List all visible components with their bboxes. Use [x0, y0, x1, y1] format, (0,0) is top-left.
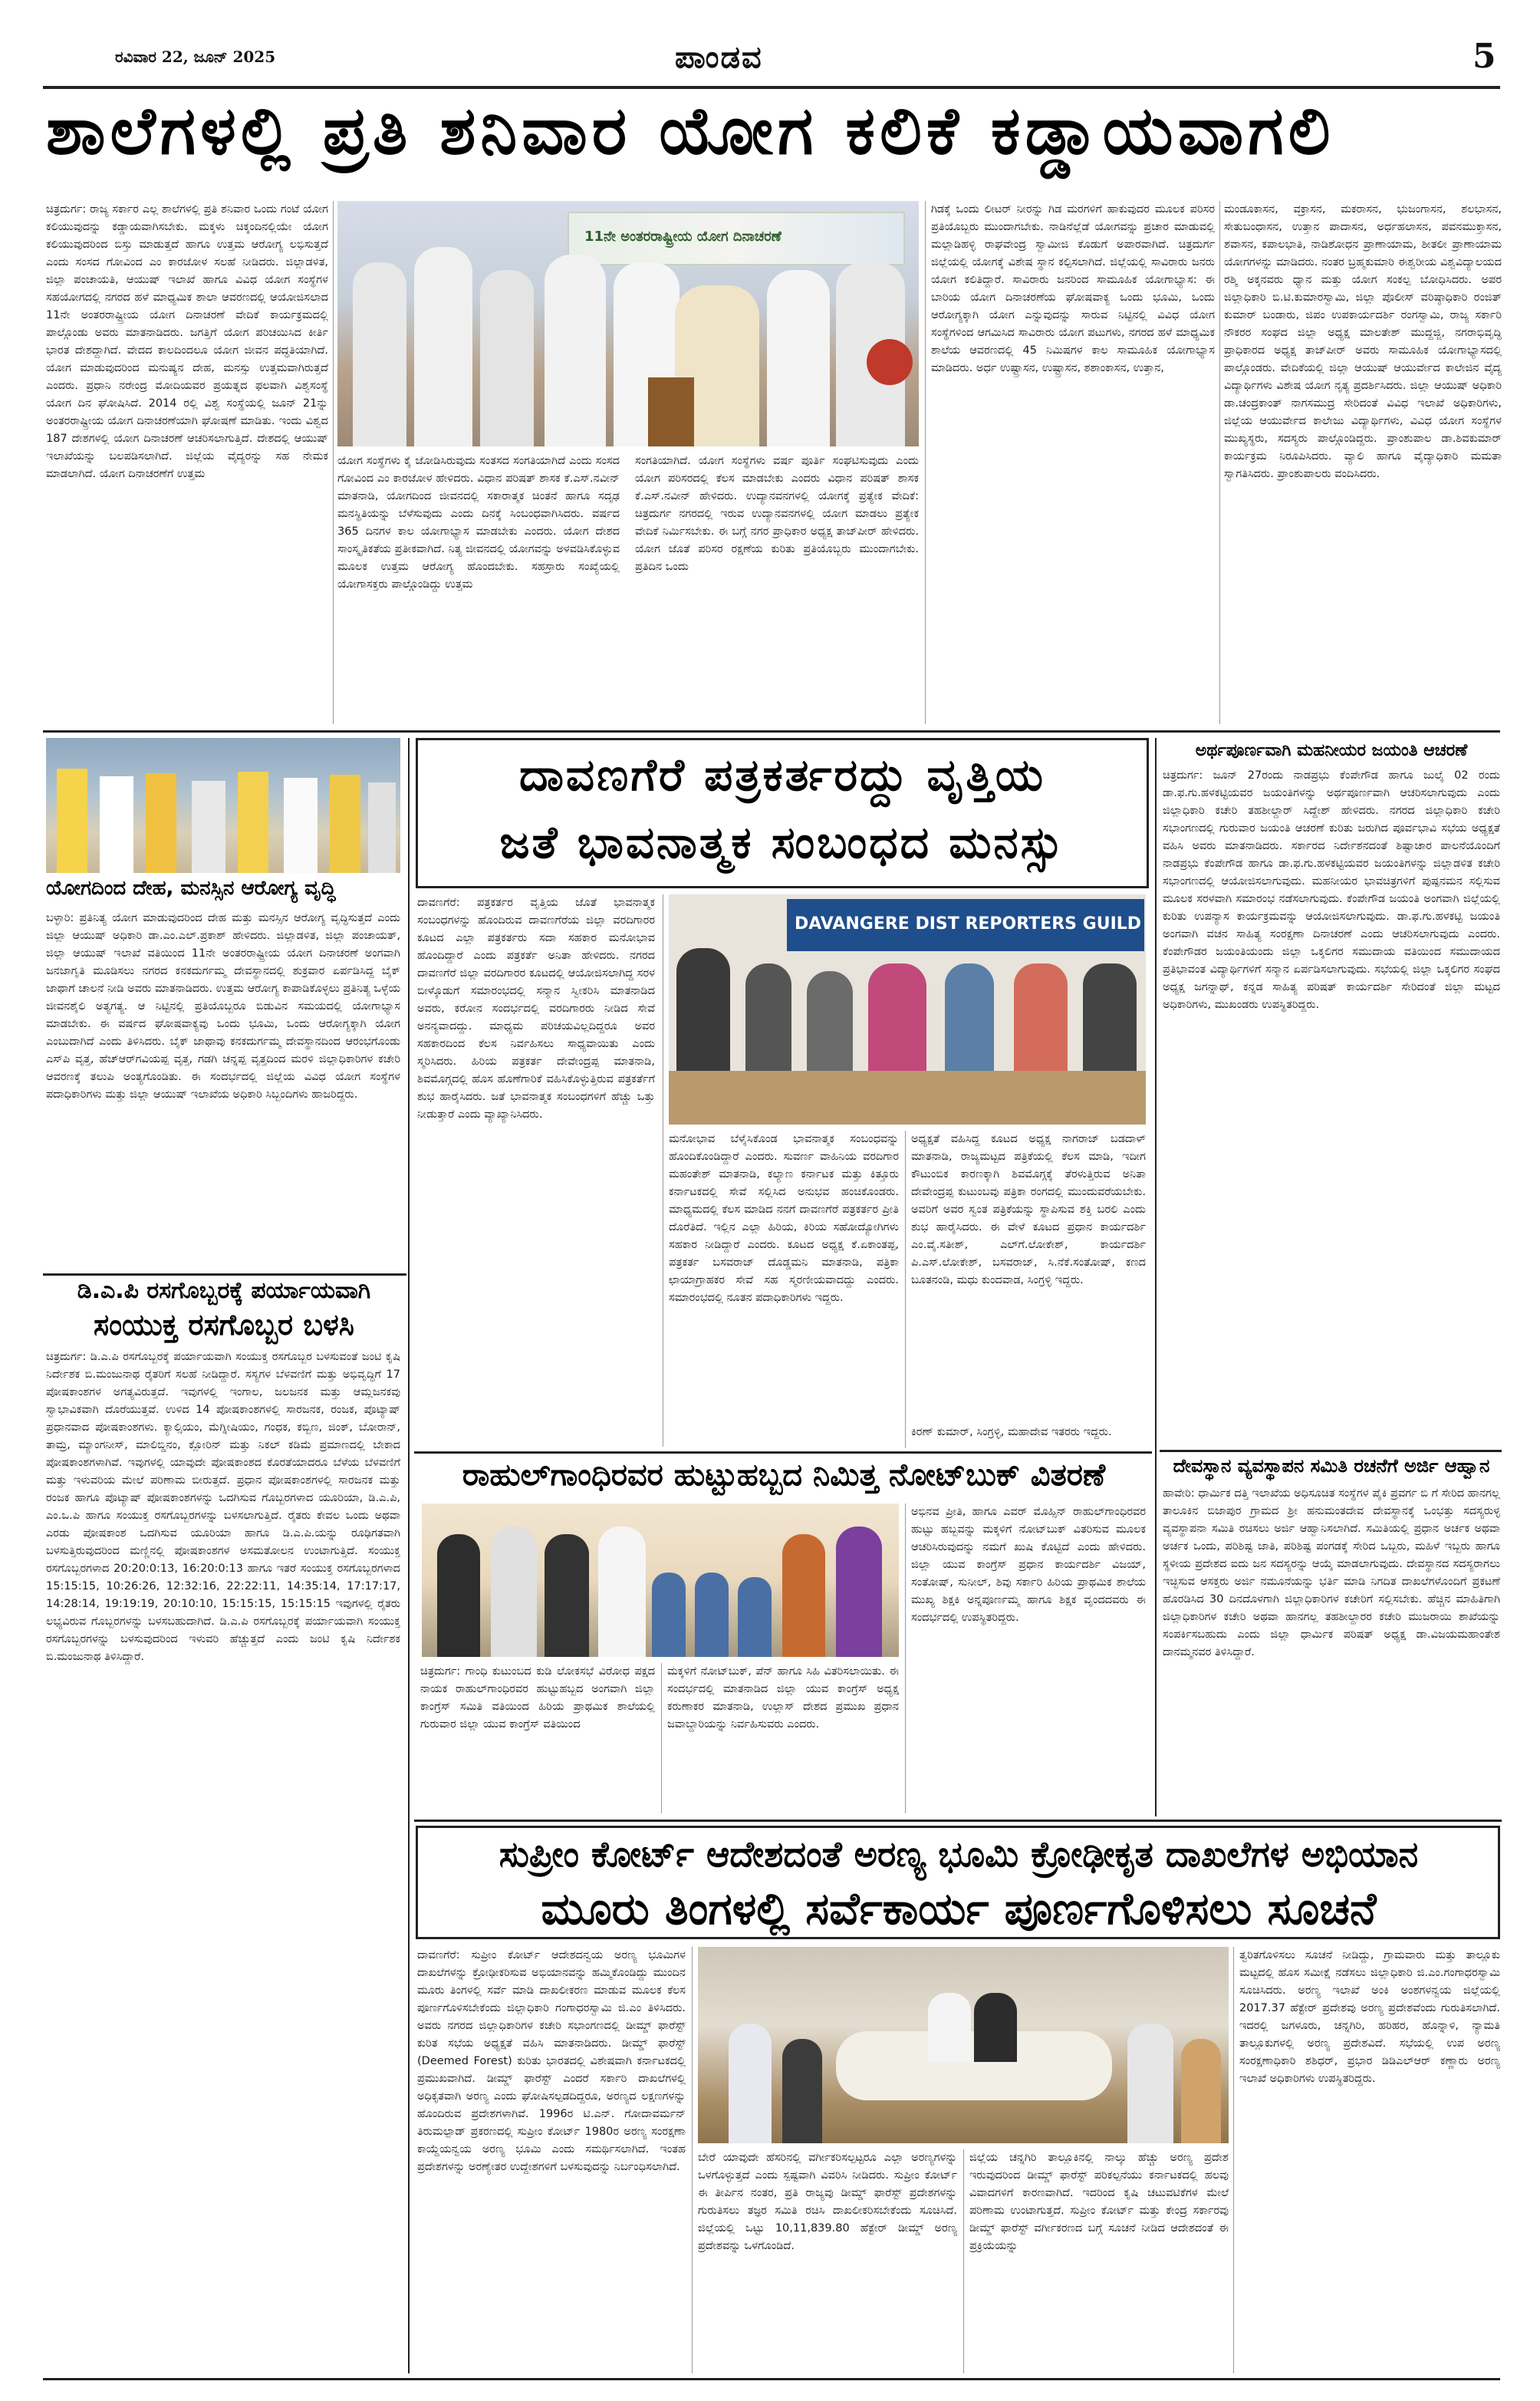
story2-headline: ಯೋಗದಿಂದ ದೇಹ, ಮನಸ್ಸಿನ ಆರೋಗ್ಯ ವೃದ್ಧಿ	[46, 877, 336, 900]
story8-headline-line2: ಮೂರು ತಿಂಗಳಲ್ಲಿ ಸರ್ವೆಕಾರ್ಯ ಪೂರ್ಣಗೊಳಿಸಲು ಸೂಚನೆ	[541, 1882, 1377, 1935]
story1-col5: ಮಂಡೂಕಾಸನ, ವಕ್ರಾಸನ, ಮಕರಾಸನ, ಭುಜಂಗಾಸನ, ಶಲಭಾಸನ, ಸೇತುಬಂಧಾಸನ, ಉತ್ತಾನ ಪಾದಾಸನ, ಅರ್ಧಹಲಾಸನ, ಪವನಮುಕ್ತಾಸನ, ಶವಾಸನ, ಕಪಾಲಭಾತಿ, ನಾಡಿಶೋಧನ ಪ್ರಾಣಾಯಾಮ, ಶೀತಲೀ ಪ್ರಾಣಾಯಾಮ ಯೋಗಗಳನ್ನು ಮಾಡಿದರು. ನಂತರ ಬ್ರಹ್ಮಕುಮಾರಿ ಈಶ್ವರೀಯ ವಿಶ್ವವಿದ್ಯಾಲಯದ ರಶ್ಮಿ ಅಕ್ಕನವರು ಧ್ಯಾನ ಮತ್ತು ಯೋಗ ಸಂಕಲ್ಪ ಬೋಧಿಸಿದರು. ಅಪರ ಜಿಲ್ಲಾಧಿಕಾರಿ ಬಿ.ಟಿ.ಕುಮಾರಸ್ವಾಮಿ, ಜಿಲ್ಲಾ ಪೊಲೀಸ್ ವರಿಷ್ಠಾಧಿಕಾರಿ ರಂಜಿತ್ ಕುಮಾರ್ ಬಂಡಾರು, ಜಿಪಂ ಉಪಕಾರ್ಯದರ್ಶಿ ರಂಗಸ್ವಾಮಿ, ರಾಜ್ಯ ಸರ್ಕಾರಿ ನೌಕರರ ಸಂಘದ ಜಿಲ್ಲಾ ಅಧ್ಯಕ್ಷ ಮಾಲತೇಶ್ ಮುದ್ದಜ್ಜಿ, ನಗರಾಭಿವೃದ್ಧಿ ಪ್ರಾಧಿಕಾರದ ಅಧ್ಯಕ್ಷ ತಾಜ್‌ಪೀರ್ ಅವರು ಸಾಮೂಹಿಕ ಯೋಗಾಭ್ಯಾಸದಲ್ಲಿ ಪಾಲ್ಗೊಂಡರು. ವೇದಿಕೆಯಲ್ಲಿ ಜಿಲ್ಲಾ ಆಯುಷ್ ಆಯುರ್ವೇದ ಕಾಲೇಜಿನ ವೈದ್ಯ ವಿದ್ಯಾರ್ಥಿಗಳು ವಿಶೇಷ ಯೋಗ ನೃತ್ಯ ಪ್ರದರ್ಶಿಸಿದರು. ಜಿಲ್ಲಾ ಆಯುಷ್ ಅಧಿಕಾರಿ ಡಾ.ಚಂದ್ರಕಾಂತ್ ನಾಗಸಮುದ್ರ ಸೇರಿದಂತೆ ವಿವಿಧ ಇಲಾಖೆ ಅಧಿಕಾರಿಗಳು, ಜಿಲ್ಲೆಯ ಆಯುರ್ವೇದ ಕಾಲೇಜು ವಿದ್ಯಾರ್ಥಿಗಳು, ವಿವಿಧ ಯೋಗ ಸಂಸ್ಥೆಗಳ ಮುಖ್ಯಸ್ಥರು, ಸದಸ್ಯರು ಪಾಲ್ಗೊಂಡಿದ್ದರು. ಪ್ರಾಂಶುಪಾಲ ಡಾ.ಶಿವಕುಮಾರ್ ಕಾರ್ಯಕ್ರಮ ನಿರೂಪಿಸಿದರು. ವ್ಯಾಲಿ ಹಾಗೂ ವೈದ್ಯಾಧಿಕಾರಿ ಮಮತಾ ಸ್ವಾಗತಿಸಿದರು. ಪ್ರಾಂಶುಪಾಲರು ವಂದಿಸಿದರು.	[1224, 203, 1502, 480]
reporters-guild-banner	[787, 899, 1144, 951]
page-bottom-rule	[43, 2378, 1500, 2380]
notebook-distribution-photo	[422, 1504, 899, 1657]
story1-col3: ಸಂಗತಿಯಾಗಿದೆ. ಯೋಗ ಸಂಸ್ಥೆಗಳು ವರ್ಷ ಪೂರ್ತಿ ಸಂಘಟಿಸುವುದು ಎಂದು ಯೋಗ ಪರಿಸರದಲ್ಲಿ ಕೆಲಸ ಮಾಡಬೇಕು ಎಂದರು ವಿಧಾನ ಪರಿಷತ್ ಶಾಸಕ ಕೆ.ಎಸ್.ನವೀನ್ ಹೇಳಿದರು. ಉದ್ಯಾನವನಗಳಲ್ಲಿ ಯೋಗಕ್ಕೆ ಪ್ರತ್ಯೇಕ ವೇದಿಕೆ: ಚಿತ್ರದುರ್ಗ ನಗರದಲ್ಲಿ ಇರುವ ಉದ್ಯಾನವನಗಳಲ್ಲಿ ಯೋಗ ಮಾಡಲು ಪ್ರತ್ಯೇಕ ವೇದಿಕೆ ನಿರ್ಮಿಸಬೇಕು. ಈ ಬಗ್ಗೆ ನಗರ ಪ್ರಾಧಿಕಾರ ಅಧ್ಯಕ್ಷ ತಾಜ್‌ಪೀರ್ ಹೇಳಿದರು. ಯೋಗ ಜೊತೆ ಪರಿಸರ ರಕ್ಷಣೆಯ ಕುರಿತು ಪ್ರತಿಯೊಬ್ಬರು ಮುಂದಾಗಬೇಕು. ಪ್ರತಿದಿನ ಒಂದು	[635, 455, 919, 573]
story1-headline: ಶಾಲೆಗಳಲ್ಲಿ ಪ್ರತಿ ಶನಿವಾರ ಯೋಗ ಕಲಿಕೆ ಕಡ್ಡಾಯವಾಗಲಿ	[46, 93, 1335, 170]
page-number: 5	[1473, 37, 1496, 76]
story8-col4: ತ್ವರಿತಗೊಳಿಸಲು ಸೂಚನೆ ನೀಡಿದ್ದು, ಗ್ರಾಮವಾರು ಮತ್ತು ತಾಲ್ಲೂಕು ಮಟ್ಟದಲ್ಲಿ ಹೊಸ ಸಮೀಕ್ಷೆ ನಡೆಸಲು ಜಿಲ್ಲಾಧಿಕಾರಿ ಜಿ.ಎಂ.ಗಂಗಾಧರಸ್ವಾಮಿ ಸೂಚಿಸಿದರು. ಅರಣ್ಯ ಇಲಾಖೆ ಅಂಕಿ ಅಂಶಗಳನ್ವಯ ಜಿಲ್ಲೆಯಲ್ಲಿ 2017.37 ಹೆಕ್ಟೇರ್ ಪ್ರದೇಶವು ಅರಣ್ಯ ಪ್ರದೇಶವೆಂದು ಗುರುತಿಸಲಾಗಿದೆ. ಇದರಲ್ಲಿ ಜಗಳೂರು, ಚನ್ನಗಿರಿ, ಹರಿಹರ, ಹೊನ್ನಾಳಿ, ನ್ಯಾಮತಿ ತಾಲ್ಲೂಕುಗಳಲ್ಲಿ ಅರಣ್ಯ ಪ್ರದೇಶವಿದೆ. ಸಭೆಯಲ್ಲಿ ಉಪ ಅರಣ್ಯ ಸಂರಕ್ಷಣಾಧಿಕಾರಿ ಶಶಿಧರ್, ಪ್ರಭಾರ ಡಿಡಿಎಲ್‌ಆರ್ ಕಣ್ಣಾರು ಅರಣ್ಯ ಇಲಾಖೆ ಅಧಿಕಾರಿಗಳು ಉಪಸ್ಥಿತರಿದ್ದರು.	[1239, 1949, 1500, 2085]
story4-col1: ದಾವಣಗೆರೆ: ಪತ್ರಕರ್ತರ ವೃತ್ತಿಯ ಜೊತೆ ಭಾವನಾತ್ಮಕ ಸಂಬಂಧಗಳನ್ನು ಹೊಂದಿರುವ ದಾವಣಗೆರೆಯ ಜಿಲ್ಲಾ ವರದಿಗಾರರ ಕೂಟದ ಎಲ್ಲಾ ಪತ್ರಕರ್ತರು ಸದಾ ಸಹಕಾರ ಮನೋಭಾವ ಹೊಂದಿದ್ದಾರೆ ಎಂದು ಪತ್ರಕರ್ತೆ ಅನಿತಾ ಹೇಳಿದರು. ನಗರದ ದಾವಣಗೆರೆ ಜಿಲ್ಲಾ ವರದಿಗಾರರ ಕೂಟದಲ್ಲಿ ಆಯೋಜಿಸಲಾಗಿದ್ದ ಸರಳ ಬೀಳ್ಕೊಡುಗೆ ಸಮಾರಂಭದಲ್ಲಿ ಸನ್ಮಾನ ಸ್ವೀಕರಿಸಿ ಮಾತನಾಡಿದ ಅವರು, ಕರೋನ ಸಂದರ್ಭದಲ್ಲಿ ವರದಿಗಾರರು ನೀಡಿದ ಸೇವೆ ಅನನ್ಯವಾದದ್ದು. ಮಾಧ್ಯಮ ಪರಿಚಯವಿಲ್ಲದಿದ್ದರೂ ಅವರ ಸಹಕಾರದಿಂದ ಕೆಲಸ ನಿರ್ವಹಿಸಲು ಸಾಧ್ಯವಾಯಿತು ಎಂದು ಸ್ಮರಿಸಿದರು. ಹಿರಿಯ ಪತ್ರಕರ್ತ ದೇವೇಂದ್ರಪ್ಪ ಮಾತನಾಡಿ, ಶಿವಮೊಗ್ಗದಲ್ಲಿ ಹೊಸ ಹೊಣೆಗಾರಿಕೆ ವಹಿಸಿಕೊಳ್ಳುತ್ತಿರುವ ಪತ್ರಕರ್ತೆಗೆ ಶುಭ ಹಾರೈಸಿದರು. ಜತೆ ಭಾವನಾತ್ಮಕ ಸಂಬಂಧಗಳಿಗೆ ಹೆಚ್ಚು ಒತ್ತು ನೀಡುತ್ತಾರೆ ಎಂದು ವ್ಯಾಖ್ಯಾನಿಸಿದರು.	[417, 897, 655, 1121]
story3-headline-line2: ಸಂಯುಕ್ತ ರಸಗೊಬ್ಬರ ಬಳಸಿ	[94, 1308, 354, 1342]
story6-headline: ದೇವಸ್ಥಾನ ವ್ಯವಸ್ಥಾಪನ ಸಮಿತಿ ರಚನೆಗೆ ಅರ್ಜಿ ಆಹ್ವಾನ	[1173, 1455, 1490, 1477]
paper-name-logo: ಪಾಂಡವ	[675, 40, 763, 75]
yoga-inauguration-photo	[337, 201, 919, 446]
story8-headline-line1: ಸುಪ್ರೀಂ ಕೋರ್ಟ್ ಆದೇಶದಂತೆ ಅರಣ್ಯ ಭೂಮಿ ಕ್ರೋಢೀಕೃತ ದಾಖಲೆಗಳ ಅಭಿಯಾನ	[499, 1833, 1419, 1875]
story4-headline-line1: ದಾವಣಗೆರೆ ಪತ್ರಕರ್ತರದ್ದು ವೃತ್ತಿಯ	[518, 749, 1046, 801]
masthead-rule	[43, 86, 1500, 89]
story8-col3: ಜಿಲ್ಲೆಯ ಚನ್ನಗಿರಿ ತಾಲ್ಲೂಕಿನಲ್ಲಿ ನಾಲ್ಕು ಹೆಚ್ಚು ಅರಣ್ಯ ಪ್ರದೇಶ ಇರುವುದರಿಂದ ಡೀಮ್ಡ್ ಫಾರೆಸ್ಟ್ ಪರಿಕಲ್ಪನೆಯು ಕರ್ನಾಟಕದಲ್ಲಿ ಹಲವು ವಿವಾದಗಳಿಗೆ ಕಾರಣವಾಗಿದೆ. ಇದರಿಂದ ಕೃಷಿ ಚಟುವಟಿಕೆಗಳ ಮೇಲೆ ಪರಿಣಾಮ ಉಂಟಾಗುತ್ತದೆ. ಸುಪ್ರೀಂ ಕೋರ್ಟ್ ಮತ್ತು ಕೇಂದ್ರ ಸರ್ಕಾರವು ಡೀಮ್ಡ್ ಫಾರೆಸ್ಟ್ ವರ್ಗೀಕರಣದ ಬಗ್ಗೆ ಸೂಚನೆ ನೀಡಿದ ಆದೇಶದಂತೆ ಈ ಪ್ರಕ್ರಿಯೆಯನ್ನು	[969, 2152, 1229, 2252]
story8-col2: ಬೇರೆ ಯಾವುದೇ ಹೆಸರಿನಲ್ಲಿ ವರ್ಗೀಕರಿಸಲ್ಪಟ್ಟರೂ ಎಲ್ಲಾ ಅರಣ್ಯಗಳನ್ನು ಒಳಗೊಳ್ಳುತ್ತದೆ ಎಂದು ಸ್ಪಷ್ಟವಾಗಿ ವಿವರಿಸಿ ನೀಡಿದರು. ಸುಪ್ರೀಂ ಕೋರ್ಟ್ ಈ ತೀರ್ಪಿನ ನಂತರ, ಪ್ರತಿ ರಾಜ್ಯವು ಡೀಮ್ಡ್ ಫಾರೆಸ್ಟ್ ಪ್ರದೇಶಗಳನ್ನು ಗುರುತಿಸಲು ತಜ್ಞರ ಸಮಿತಿ ರಚಿಸಿ ದಾಖಲೀಕರಿಸಬೇಕೆಂದು ಸೂಚಿಸಿದೆ. ಜಿಲ್ಲೆಯಲ್ಲಿ ಒಟ್ಟು 10,11,839.80 ಹೆಕ್ಟೇರ್ ಡೀಮ್ಡ್ ಅರಣ್ಯ ಪ್ರದೇಶವನ್ನು ಒಳಗೊಂಡಿದೆ.	[698, 2152, 957, 2252]
story1-col1: ಚಿತ್ರದುರ್ಗ: ರಾಜ್ಯ ಸರ್ಕಾರ ಎಲ್ಲ ಶಾಲೆಗಳಲ್ಲಿ ಪ್ರತಿ ಶನಿವಾರ ಒಂದು ಗಂಟೆ ಯೋಗ ಕಲಿಯುವುದನ್ನು ಕಡ್ಡಾಯವಾಗಿಸಬೇಕು. ಮಕ್ಕಳು ಚಿಕ್ಕಂದಿನಲ್ಲಿಯೇ ಯೋಗ ಕಲಿಯುವುದರಿಂದ ಬಿಸ್ತು ಮಾಡುತ್ತದೆ ಹಾಗೂ ಉತ್ತಮ ಆರೋಗ್ಯ ಲಭಿಸುತ್ತದೆ ಎಂದು ಸಂಸದ ಗೋವಿಂದ ಎಂ ಕಾರಜೋಳ ಸಲಹೆ ನೀಡಿದರು. ಜಿಲ್ಲಾಡಳಿತ, ಜಿಲ್ಲಾ ಪಂಚಾಯತಿ, ಆಯುಷ್ ಇಲಾಖೆ ಹಾಗೂ ವಿವಿಧ ಯೋಗ ಸಂಸ್ಥೆಗಳ ಸಹಯೋಗದಲ್ಲಿ ನಗರದ ಹಳೆ ಮಾಧ್ಯಮಿಕ ಶಾಲಾ ಆವರಣದಲ್ಲಿ ಆಯೋಜಿಸಲಾದ 11ನೇ ಅಂತರರಾಷ್ಟ್ರೀಯ ಯೋಗ ದಿನಾಚರಣೆ ವೇದಿಕೆ ಕಾರ್ಯಕ್ರಮದಲ್ಲಿ ಪಾಲ್ಗೊಂಡು ಅವರು ಮಾತನಾಡಿದರು. ಜಗತ್ತಿಗೆ ಯೋಗ ಪರಿಚಯಿಸಿದ ಕೀರ್ತಿ ಭಾರತ ದೇಶದ್ದಾಗಿದೆ. ವೇದದ ಕಾಲದಿಂದಲೂ ಯೋಗ ಜೀವನ ಪದ್ಧತಿಯಾಗಿದೆ. ಯೋಗ ಮಾಡುವುದರಿಂದ ಮನುಷ್ಯನ ದೇಹ, ಮನಸ್ಸು ಉತ್ತಮವಾಗಿರುತ್ತದೆ ಎಂದರು. ಪ್ರಧಾನಿ ನರೇಂದ್ರ ಮೋದಿಯವರ ಪ್ರಯತ್ನದ ಫಲವಾಗಿ ವಿಶ್ವಸಂಸ್ಥೆ ಯೋಗ ದಿನ ಘೋಷಿಸಿದೆ. 2014 ರಲ್ಲಿ ವಿಶ್ವ ಸಂಸ್ಥೆಯಲ್ಲಿ ಜೂನ್ 21ನ್ನು ಅಂತರರಾಷ್ಟ್ರೀಯ ಯೋಗ ದಿನಾಚರಣೆಯಾಗಿ ಘೋಷಣೆ ಮಾಡಿತು. ಇಂದು ವಿಶ್ವದ 187 ದೇಶಗಳಲ್ಲಿ ಯೋಗ ದಿನಾಚರಣೆ ಆಚರಿಸಲಾಗುತ್ತಿದೆ. ದೇಶದಲ್ಲಿ ಆಯುಷ್ ಇಲಾಖೆಯನ್ನು ಬಲಪಡಿಸಲಾಗಿದೆ. ಜಿಲ್ಲೆಯ ವೈದ್ಯರನ್ನು ಸಹ ನೇಮಕ ಮಾಡಲಾಗಿದೆ. ಯೋಗ ದಿನಾಚರಣೆಗೆ ಉತ್ತಮ	[46, 203, 328, 480]
story5-body: ಚಿತ್ರದುರ್ಗ: ಜೂನ್ 27ರಂದು ನಾಡಪ್ರಭು ಕೆಂಪೇಗೌಡ ಹಾಗೂ ಜುಲೈ 02 ರಂದು ಡಾ.ಫ.ಗು.ಹಳಕಟ್ಟಿಯವರ ಜಯಂತಿಗಳನ್ನು ಅರ್ಥಪೂರ್ಣವಾಗಿ ಆಚರಿಸಲಾಗುವುದು ಎಂದು ಜಿಲ್ಲಾಧಿಕಾರಿ ಕಚೇರಿ ತಹಶೀಲ್ದಾರ್ ಸಿದ್ದೇಶ್ ಹೇಳಿದರು. ನಗರದ ಜಿಲ್ಲಾಧಿಕಾರಿ ಕಚೇರಿ ಸಭಾಂಗಣದಲ್ಲಿ ಗುರುವಾರ ಜಯಂತಿ ಆಚರಣೆ ಕುರಿತು ಜರುಗಿದ ಪೂರ್ವಭಾವಿ ಸಭೆಯ ಅಧ್ಯಕ್ಷತೆ ವಹಿಸಿ ಅವರು ಮಾತನಾಡಿದರು. ಸರ್ಕಾರದ ನಿರ್ದೇಶನದಂತೆ ಶಿಷ್ಟಾಚಾರ ಪಾಲನೆಯೊಂದಿಗೆ ನಾಡಪ್ರಭು ಕೆಂಪೇಗೌಡ ಹಾಗೂ ಡಾ.ಫ.ಗು.ಹಳಕಟ್ಟಿಯವರ ಜಯಂತಿಗಳನ್ನು ಜಿಲ್ಲಾಡಳಿತ ಕಚೇರಿ ಸಭಾಂಗಣದಲ್ಲಿ ಆಯೋಜಿಸಲಾಗುವುದು. ಮಹನೀಯರ ಭಾವಚಿತ್ರಗಳಿಗೆ ಪುಷ್ಪನಮನ ಸಲ್ಲಿಸುವ ಮೂಲಕ ಸರಳವಾಗಿ ಸಮಾರಂಭ ನಡೆಸಲಾಗುವುದು. ಕೆಂಪೇಗೌಡ ಜಯಂತಿ ಅಂಗವಾಗಿ ಜಿಲ್ಲೆಯಲ್ಲಿ ಕುರಿತು ಉಪನ್ಯಾಸ ಕಾರ್ಯಕ್ರಮವನ್ನು ಆಯೋಜಿಸಲಾಗುವುದು. ಡಾ.ಫ.ಗು.ಹಳಕಟ್ಟಿ ಜಯಂತಿ ಅಂಗವಾಗಿ ವಚನ ಸಾಹಿತ್ಯ ಸಂರಕ್ಷಣಾ ದಿನಾಚರಣೆ ಎಂದು ಆಚರಿಸಲಾಗುವುದು ಎಂದರು. ಕೆಂಪೇಗೌಡರ ಜಯಂತಿಯಂದು ಜಿಲ್ಲಾ ಒಕ್ಕಲಿಗರ ಸಮುದಾಯ ವತಿಯಿಂದ ಸಮುದಾಯದ ಪ್ರತಿಭಾವಂತ ವಿದ್ಯಾರ್ಥಿಗಳಿಗೆ ಸನ್ಮಾನ ಏರ್ಪಡಿಸಲಾಗುವುದು. ಸಭೆಯಲ್ಲಿ ಜಿಲ್ಲಾ ಒಕ್ಕಲಿಗರ ಸಂಘದ ಅಧ್ಯಕ್ಷ ಜಗನ್ನಾಥ್, ಕನ್ನಡ ಸಾಹಿತ್ಯ ಪರಿಷತ್ ಕಾರ್ಯದರ್ಶಿ ಸೇರಿದಂತೆ ಜಿಲ್ಲಾ ಮಟ್ಟದ ಅಧಿಕಾರಿಗಳು, ಮುಖಂಡರು ಉಪಸ್ಥಿತರಿದ್ದರು.	[1163, 769, 1500, 1011]
story4-headline-line2: ಜತೆ ಭಾವನಾತ್ಮಕ ಸಂಬಂಧದ ಮನಸ್ಸು	[499, 816, 1065, 868]
story7-col3: ಅಭಿನವ ಪ್ರೀತಿ, ಹಾಗೂ ಎವರ್ ಮೊಹ್ಸಿನ್ ರಾಹುಲ್‌ಗಾಂಧಿರವರ ಹುಟ್ಟು ಹಬ್ಬವನ್ನು ಮಕ್ಕಳಿಗೆ ನೋಟ್‌ಬುಕ್ ವಿತರಿಸುವ ಮೂಲಕ ಆಚರಿಸಿರುವುದನ್ನು ನಮಗೆ ಖುಷಿ ಕೊಟ್ಟಿದೆ ಎಂದು ಹೇಳಿದರು. ಜಿಲ್ಲಾ ಯುವ ಕಾಂಗ್ರೆಸ್ ಪ್ರಧಾನ ಕಾರ್ಯದರ್ಶಿ ವಿಜಯ್, ಸಂತೋಷ್, ಸುನೀಲ್, ಶಿವು ಸರ್ಕಾರಿ ಹಿರಿಯ ಪ್ರಾಥಮಿಕ ಶಾಲೆಯ ಮುಖ್ಯ ಶಿಕ್ಷಕಿ ಅನ್ನಪೂರ್ಣಮ್ಮ ಹಾಗೂ ಶಿಕ್ಷಕ ವೃಂದದವರು ಈ ಸಂದರ್ಭದಲ್ಲಿ ಉಪಸ್ಥಿತರಿದ್ದರು.	[911, 1506, 1146, 1624]
section-rule-1	[43, 730, 1500, 733]
story7-col2: ಮಕ್ಕಳಿಗೆ ನೋಟ್‌ಬುಕ್, ಪೆನ್ ಹಾಗೂ ಸಿಹಿ ವಿತರಿಸಲಾಯಿತು. ಈ ಸಂದರ್ಭದಲ್ಲಿ ಮಾತನಾಡಿದ ಜಿಲ್ಲಾ ಯುವ ಕಾಂಗ್ರೆಸ್ ಅಧ್ಯಕ್ಷ ಕರುಣಾಕರ ಮಾತನಾಡಿ, ಉಲ್ಲಾಸ್ ದೇಶದ ಪ್ರಮುಖ ಪ್ರಧಾನ ಜವಾಬ್ದಾರಿಯನ್ನು ನಿರ್ವಹಿಸುವರು ಎಂದರು.	[667, 1665, 899, 1731]
story2-body: ಬಳ್ಳಾರಿ: ಪ್ರತಿನಿತ್ಯ ಯೋಗ ಮಾಡುವುದರಿಂದ ದೇಹ ಮತ್ತು ಮನಸ್ಸಿನ ಆರೋಗ್ಯ ವೃದ್ಧಿಸುತ್ತದೆ ಎಂದು ಜಿಲ್ಲಾ ಆಯುಷ್ ಅಧಿಕಾರಿ ಡಾ.ಎಂ.ಎಲ್.ಪ್ರಕಾಶ್ ಹೇಳಿದರು. ಜಿಲ್ಲಾಡಳಿತ, ಜಿಲ್ಲಾ ಪಂಚಾಯತ್, ಜಿಲ್ಲಾ ಆಯುಷ್ ಇಲಾಖೆ ವತಿಯಿಂದ 11ನೇ ಅಂತರರಾಷ್ಟ್ರೀಯ ಯೋಗ ದಿನಾಚರಣೆ ಅಂಗವಾಗಿ ಜನಜಾಗೃತಿ ಮೂಡಿಸಲು ನಗರದ ಕನಕದುರ್ಗಮ್ಮ ದೇವಸ್ಥಾನದಲ್ಲಿ ಶುಕ್ರವಾರ ಏರ್ಪಡಿಸಿದ್ದ ಬೈಕ್ ಜಾಥಾಗೆ ಚಾಲನೆ ನೀಡಿ ಅವರು ಮಾತನಾಡಿದರು. ಉತ್ತಮ ಆರೋಗ್ಯ ಕಾಪಾಡಿಕೊಳ್ಳಲು ಪ್ರತಿನಿತ್ಯ ಒಳ್ಳೆಯ ಜೀವನಶೈಲಿ ಅತ್ಯಗತ್ಯ. ಆ ನಿಟ್ಟಿನಲ್ಲಿ ಪ್ರತಿಯೊಬ್ಬರೂ ಬಿಡುವಿನ ಸಮಯದಲ್ಲಿ ಯೋಗಾಭ್ಯಾಸ ಮಾಡಬೇಕು. ಈ ವರ್ಷದ ಘೋಷವಾಕ್ಯವು ಒಂದು ಭೂಮಿ, ಒಂದು ಆರೋಗ್ಯಕ್ಕಾಗಿ ಯೋಗ ಎಂಬುದಾಗಿದೆ ಎಂದು ತಿಳಿಸಿದರು. ಬೈಕ್ ಜಾಥಾವು ಕನಕದುರ್ಗಮ್ಮ ದೇವಸ್ಥಾನದಿಂದ ಆರಂಭಗೊಂಡು ಎಸ್‌ಪಿ ವೃತ್ತ, ಹೆಚ್‌ಆರ್‌ಗವಿಯಪ್ಪ ವೃತ್ತ, ಗಡಗಿ ಚನ್ನಪ್ಪ ವೃತ್ತದಿಂದ ಮರಳಿ ಜಿಲ್ಲಾಧಿಕಾರಿಗಳ ಕಚೇರಿ ಆವರಣಕ್ಕೆ ತಲುಪಿ ಅಂತ್ಯಗೊಂಡಿತು. ಈ ಸಂದರ್ಭದಲ್ಲಿ ಜಿಲ್ಲೆಯ ವಿವಿಧ ಯೋಗ ಸಂಸ್ಥೆಗಳ ಪದಾಧಿಕಾರಿಗಳು ಮತ್ತು ಜಿಲ್ಲಾ ಆಯುಷ್ ಇಲಾಖೆಯ ಅಧಿಕಾರಿ ಸಿಬ್ಬಂದಿಗಳು ಹಾಜರಿದ್ದರು.	[46, 912, 400, 1101]
deemed-forest-meeting-photo	[698, 1947, 1229, 2143]
reporters-guild-photo	[669, 894, 1146, 1125]
story6-body: ಹಾವೇರಿ: ಧಾರ್ಮಿಕ ದತ್ತಿ ಇಲಾಖೆಯ ಅಧಿಸೂಚಿತ ಸಂಸ್ಥೆಗಳ ಪೈಕಿ ಪ್ರವರ್ಗ ಬಿ ಗೆ ಸೇರಿದ ಹಾನಗಲ್ಲ ತಾಲೂಕಿನ ಬಿಜಾಪುರ ಗ್ರಾಮದ ಶ್ರೀ ಹನುಮಂತದೇವ ದೇವಸ್ಥಾನಕ್ಕೆ ಒಂಭತ್ತು ಸದಸ್ಯರುಳ್ಳ ವ್ಯವಸ್ಥಾಪನಾ ಸಮಿತಿ ರಚಿಸಲು ಅರ್ಜಿ ಆಹ್ವಾನಿಸಲಾಗಿದೆ. ಸಮಿತಿಯಲ್ಲಿ ಪ್ರಧಾನ ಅರ್ಚಕ ಅಥವಾ ಅರ್ಚಕ ಒಂದು, ಪರಿಶಿಷ್ಟ ಜಾತಿ, ಪರಿಶಿಷ್ಟ ಪಂಗಡಕ್ಕೆ ಸೇರಿದ ಒಬ್ಬರು, ಮಹಿಳೆ ಇಬ್ಬರು ಹಾಗೂ ಸ್ಥಳೀಯ ಪ್ರದೇಶದ ಐದು ಜನ ಸದಸ್ಯರನ್ನು ಆಯ್ಕೆ ಮಾಡಲಾಗುವುದು. ದೇವಸ್ಥಾನದ ಸದಸ್ಯರಾಗಲು ಇಚ್ಛಿಸುವ ಆಸಕ್ತರು ಅರ್ಜಿ ನಮೂನೆಯನ್ನು ಭರ್ತಿ ಮಾಡಿ ನಿಗದಿತ ದಾಖಲೆಗಳೊಂದಿಗೆ ಪ್ರಕಟಣೆ ಹೊರಡಿಸಿದ 30 ದಿನದೊಳಗಾಗಿ ಜಿಲ್ಲಾಧಿಕಾರಿಗಳ ಕಚೇರಿಗೆ ಸಲ್ಲಿಸಬೇಕು. ಹೆಚ್ಚಿನ ಮಾಹಿತಿಗಾಗಿ ಜಿಲ್ಲಾಧಿಕಾರಿಗಳ ಕಚೇರಿ ಅಥವಾ ಹಾನಗಲ್ಲ ತಹಶೀಲ್ದಾರರ ಕಚೇರಿ ಮುಜರಾಯಿ ಶಾಖೆಯನ್ನು ಸಂಪರ್ಕಿಸಬಹುದು ಎಂದು ಜಿಲ್ಲಾ ಧಾರ್ಮಿಕ ಪರಿಷತ್ ಅಧ್ಯಕ್ಷ ಡಾ.ವಿಜಯಮಹಾಂತೇಶ ದಾನಮ್ಮನವರ ತಿಳಿಸಿದ್ದಾರೆ.	[1163, 1487, 1500, 1658]
story5-headline: ಅರ್ಥಪೂರ್ಣವಾಗಿ ಮಹನೀಯರ ಜಯಂತಿ ಆಚರಣೆ	[1195, 741, 1468, 760]
story4-col4-signature: ಕಿರಣ್ ಕುಮಾರ್, ಸಿಂಗ್ರಳ್ಳಿ, ಮಹಾದೇವ ಇತರರು ಇದ್ದರು.	[911, 1426, 1112, 1438]
yoga-stage-banner	[568, 212, 905, 265]
story8-headline-box	[416, 1826, 1500, 1939]
story3-body: ಚಿತ್ರದುರ್ಗ: ಡಿ.ಎ.ಪಿ ರಸಗೊಬ್ಬರಕ್ಕೆ ಪರ್ಯಾಯವಾಗಿ ಸಂಯುಕ್ತ ರಸಗೊಬ್ಬರ ಬಳಸುವಂತೆ ಜಂಟಿ ಕೃಷಿ ನಿರ್ದೇಶಕ ಬಿ.ಮಂಜುನಾಥ ರೈತರಿಗೆ ಸಲಹೆ ನೀಡಿದ್ದಾರೆ. ಸಸ್ಯಗಳ ಬೆಳವಣಿಗೆ ಮತ್ತು ಅಭಿವೃದ್ಧಿಗೆ 17 ಪೋಷಕಾಂಶಗಳ ಅಗತ್ಯವಿರುತ್ತದೆ. ಇವುಗಳಲ್ಲಿ ಇಂಗಾಲ, ಜಲಜನಕ ಮತ್ತು ಆಮ್ಲಜನಕವು ಸ್ವಾಭಾವಿಕವಾಗಿ ದೊರೆಯುತ್ತವೆ. ಉಳಿದ 14 ಪೋಷಕಾಂಶಗಳಲ್ಲಿ ಸಾರಜನಕ, ರಂಜಕ, ಪೊಟ್ಯಾಷ್ ಪ್ರಧಾನವಾದ ಪೋಷಕಾಂಶಗಳು. ಕ್ಯಾಲ್ಸಿಯಂ, ಮೆಗ್ನೀಷಿಯಂ, ಗಂಧಕ, ಕಬ್ಬಿಣ, ಜಿಂಕ್, ಬೋರಾನ್, ತಾಮ್ರ, ಮ್ಯಾಂಗನೀಸ್, ಮಾಲಿಬ್ಡಿನಂ, ಕ್ಲೋರಿನ್ ಮತ್ತು ನಿಕಲ್ ಕಡಿಮೆ ಪ್ರಮಾಣದಲ್ಲಿ ಬೇಕಾದ ಪೋಷಕಾಂಶಗಳಾಗಿವೆ. ಇವುಗಳಲ್ಲಿ ಯಾವುದೇ ಪೋಷಕಾಂಶದ ಕೊರತೆಯಾದರೂ ಬೆಳೆಯ ಬೆಳವಣಿಗೆ ಮತ್ತು ಇಳುವರಿಯ ಮೇಲೆ ಪರಿಣಾಮ ಬೀರುತ್ತದೆ. ಪ್ರಧಾನ ಪೋಷಕಾಂಶಗಳಲ್ಲಿ ಸಾರಜನಕ ಮತ್ತು ರಂಜಕ ಹಾಗೂ ಪೊಟ್ಯಾಷ್ ಪೋಷಕಾಂಶಗಳನ್ನು ಒದಗಿಸುವ ಗೊಬ್ಬರಗಳಾದ ಯೂರಿಯಾ, ಡಿ.ಎ.ಪಿ, ಎಂ.ಒ.ಪಿ ಹಾಗೂ ಸಂಯುಕ್ತ ರಸಗೊಬ್ಬರಗಳನ್ನು ಬಳಸಲಾಗುತ್ತಿದೆ. ರೈತರು ಕೇವಲ ಒಂದು ಅಥವಾ ಎರಡು ಪೋಷಕಾಂಶ ಒದಗಿಸುವ ಯೂರಿಯಾ ಹಾಗೂ ಡಿ.ಎ.ಪಿ.ಯನ್ನು ರೂಢಿಗತವಾಗಿ ಬಳಸುತ್ತಿರುವುದರಿಂದ ಮಣ್ಣಿನಲ್ಲಿ ಪೋಷಕಾಂಶಗಳ ಅಸಮತೋಲನ ಉಂಟಾಗುತ್ತಿದೆ. ಸಂಯುಕ್ತ ರಸಗೊಬ್ಬರಗಳಾದ 20:20:0:13, 16:20:0:13 ಹಾಗೂ ಇತರೆ ಸಂಯುಕ್ತ ರಸಗೊಬ್ಬರಗಳಾದ 15:15:15, 10:26:26, 12:32:16, 22:22:11, 14:35:14, 17:17:17, 14:28:14, 19:19:19, 20:10:10, 15:15:15, 15:15:15 ಇವುಗಳಲ್ಲಿ ರೈತರು ಲಭ್ಯವಿರುವ ಗೊಬ್ಬರಗಳನ್ನು ಬಳಸಬಹುದಾಗಿದೆ. ಡಿ.ಎ.ಪಿ ರಸಗೊಬ್ಬರಕ್ಕೆ ಪರ್ಯಾಯವಾಗಿ ಸಂಯುಕ್ತ ರಸಗೊಬ್ಬರಗಳನ್ನು ಬಳಸುವುದರಿಂದ ಇಳುವರಿ ಹೆಚ್ಚುತ್ತದೆ ಎಂದು ಜಂಟಿ ಕೃಷಿ ನಿರ್ದೇಶಕ ಬಿ.ಮಂಜುನಾಥ ತಿಳಿಸಿದ್ದಾರೆ.	[46, 1351, 400, 1663]
story4-col3: ಅಧ್ಯಕ್ಷತೆ ವಹಿಸಿದ್ದ ಕೂಟದ ಅಧ್ಯಕ್ಷ ನಾಗರಾಜ್ ಬಡದಾಳ್ ಮಾತನಾಡಿ, ರಾಜ್ಯಮಟ್ಟದ ಪತ್ರಿಕೆಯಲ್ಲಿ ಕೆಲಸ ಮಾಡಿ, ಇದೀಗ ಕೌಟುಂಬಿಕ ಕಾರಣಕ್ಕಾಗಿ ಶಿವಮೊಗ್ಗಕ್ಕೆ ತೆರಳುತ್ತಿರುವ ಅನಿತಾ ದೇವೇಂದ್ರಪ್ಪ ಕುಟುಂಬವು ಪತ್ರಿಕಾ ರಂಗದಲ್ಲಿ ಮುಂದುವರೆಯಬೇಕು. ಅವರಿಗೆ ಅವರ ಸ್ವಂತ ಪತ್ರಿಕೆಯನ್ನು ಸ್ಥಾಪಿಸುವ ಶಕ್ತಿ ಬರಲಿ ಎಂದು ಶುಭ ಹಾರೈಸಿದರು. ಈ ವೇಳೆ ಕೂಟದ ಪ್ರಧಾನ ಕಾರ್ಯದರ್ಶಿ ಎಂ.ವೈ.ಸತೀಶ್, ಎಲ್‌ಗೆ.ಲೋಕೇಶ್, ಕಾರ್ಯದರ್ಶಿ ಪಿ.ಎಸ್.ಲೋಕೇಶ್, ಬಸವರಾಜ್, ಸಿ.ನೆಕೆ.ಸಂತೋಷ್, ಕಣದ ಬೂತನಂಡಿ, ಮಧು ಕುಂದವಾಡ, ಸಿಂಗ್ರಳ್ಳಿ ಇದ್ದರು.	[911, 1133, 1146, 1286]
story7-headline: ರಾಹುಲ್‌ಗಾಂಧಿರವರ ಹುಟ್ಟುಹಬ್ಬದ ನಿಮಿತ್ತ ನೋಟ್‌ಬುಕ್ ವಿತರಣೆ	[462, 1457, 1106, 1493]
story4-headline-box	[416, 738, 1149, 888]
story3-headline-line1: ಡಿ.ಎ.ಪಿ ರಸಗೊಬ್ಬರಕ್ಕೆ ಪರ್ಯಾಯವಾಗಿ	[77, 1277, 371, 1304]
story7-col1: ಚಿತ್ರದುರ್ಗ: ಗಾಂಧಿ ಕುಟುಂಬದ ಕುಡಿ ಲೋಕಸಭೆ ವಿರೋಧ ಪಕ್ಷದ ನಾಯಕ ರಾಹುಲ್‌ಗಾಂಧಿರವರ ಹುಟ್ಟುಹಬ್ಬದ ಅಂಗವಾಗಿ ಜಿಲ್ಲಾ ಕಾಂಗ್ರೆಸ್ ಸಮಿತಿ ವತಿಯಿಂದ ಹಿರಿಯ ಪ್ರಾಥಮಿಕ ಶಾಲೆಯಲ್ಲಿ ಗುರುವಾರ ಜಿಲ್ಲಾ ಯುವ ಕಾಂಗ್ರೆಸ್ ವತಿಯಿಂದ	[420, 1665, 655, 1731]
story1-col4: ಗಿಡಕ್ಕೆ ಒಂದು ಲೀಟರ್ ನೀರನ್ನು ಗಿಡ ಮರಗಳಿಗೆ ಹಾಕುವುದರ ಮೂಲಕ ಪರಿಸರ ಪ್ರತಿಯೊಬ್ಬರು ಮುಂದಾಗಬೇಕು. ನಾಡಿನೆಲ್ಲೆಡೆ ಯೋಗವನ್ನು ಪ್ರಚಾರ ಮಾಡುವಲ್ಲಿ ಮಲ್ಲಾಡಿಹಳ್ಳಿ ರಾಘವೇಂದ್ರ ಸ್ವಾಮೀಜಿ ಕೊಡುಗೆ ಅಪಾರವಾಗಿದೆ. ಚಿತ್ರದುರ್ಗ ಜಿಲ್ಲೆಯಲ್ಲಿ ಯೋಗಕ್ಕೆ ವಿಶೇಷ ಸ್ಥಾನ ಕಲ್ಪಿಸಲಾಗಿದೆ. ಜಿಲ್ಲೆಯಲ್ಲಿ ಸಾವಿರಾರು ಜನರು ಯೋಗ ಕಲಿತಿದ್ದಾರೆ. ಸಾವಿರಾರು ಜನರಿಂದ ಸಾಮೂಹಿಕ ಯೋಗಾಭ್ಯಾಸ: ಈ ಬಾರಿಯ ಯೋಗ ದಿನಾಚರಣೆಯ ಘೋಷವಾಕ್ಯ ಒಂದು ಭೂಮಿ, ಒಂದು ಆರೋಗ್ಯಕ್ಕಾಗಿ ಯೋಗ ಎನ್ನುವುದನ್ನು ಸಾರುವ ನಿಟ್ಟಿನಲ್ಲಿ ವಿವಿಧ ಯೋಗ ಸಂಸ್ಥೆಗಳಿಂದ ಆಗಮಿಸಿದ ಸಾವಿರಾರು ಯೋಗ ಪಟುಗಳು, ನಗರದ ಹಳೆ ಮಾಧ್ಯಮಿಕ ಶಾಲೆಯ ಆವರಣದಲ್ಲಿ 45 ನಿಮಿಷಗಳ ಕಾಲ ಸಾಮೂಹಿಕ ಯೋಗಾಭ್ಯಾಸ ಮಾಡಿದರು. ಅರ್ಧ ಉಷ್ಟ್ರಾಸನ, ಉಷ್ಟ್ರಾಸನ, ಶಶಾಂಕಾಸನ, ಉತ್ತಾನ,	[931, 203, 1215, 374]
masthead	[0, 0, 1540, 84]
yoga-banner-text: 11ನೇ ಅಂತರರಾಷ್ಟ್ರೀಯ ಯೋಗ ದಿನಾಚರಣೆ	[584, 229, 782, 245]
story1-col2: ಯೋಗ ಸಂಸ್ಥೆಗಳು ಕೈ ಜೋಡಿಸಿರುವುದು ಸಂತಸದ ಸಂಗತಿಯಾಗಿದೆ ಎಂದು ಸಂಸದ ಗೋವಿಂದ ಎಂ ಕಾರಜೋಳ ಹೇಳಿದರು. ವಿಧಾನ ಪರಿಷತ್ ಶಾಸಕ ಕೆ.ಎಸ್.ನವೀನ್ ಮಾತನಾಡಿ, ಯೋಗದಿಂದ ಜೀವನದಲ್ಲಿ ಸಕಾರಾತ್ಮಕ ಚಿಂತನೆ ಹಾಗೂ ಸದೃಢ ಮನಸ್ಥಿತಿಯನ್ನು ಬೆಳೆಸುವುದು ಎಂದು ದಿನಕ್ಕೆ ಸಿಂಬಂಧವಾಗಿಸಿದರು. ವರ್ಷದ 365 ದಿನಗಳ ಕಾಲ ಯೋಗಾಭ್ಯಾಸ ಮಾಡಬೇಕು ಎಂದರು. ಯೋಗ ದೇಶದ ಸಾಂಸ್ಕೃತಿಕತೆಯ ಪ್ರತೀಕವಾಗಿದೆ. ನಿತ್ಯ ಜೀವನದಲ್ಲಿ ಯೋಗವನ್ನು ಅಳವಡಿಸಿಕೊಳ್ಳುವ ಮೂಲಕ ಉತ್ತಮ ಆರೋಗ್ಯ ಹೊಂದಬೇಕು. ಸಹಸ್ರಾರು ಸಂಖ್ಯೆಯಲ್ಲಿ ಯೋಗಾಸಕ್ತರು ಪಾಲ್ಗೊಂಡಿದ್ದು ಉತ್ತಮ	[337, 455, 620, 591]
reporters-guild-banner-text: DAVANGERE DIST REPORTERS GUILD	[795, 914, 1142, 934]
bike-rally-photo	[46, 738, 400, 873]
date-line: ರವಿವಾರ 22, ಜೂನ್ 2025	[115, 48, 276, 66]
story4-col2: ಮನೋಭಾವ ಬೆಳೈಸಿಕೊಂಡ ಭಾವನಾತ್ಮಕ ಸಂಬಂಧವನ್ನು ಹೊಂದಿಕೊಂಡಿದ್ದಾರೆ ಎಂದರು. ಸುವರ್ಣ ವಾಹಿನಿಯ ವರದಿಗಾರ ಮಹಂತೇಶ್ ಮಾತನಾಡಿ, ಕಲ್ಯಾಣ ಕರ್ನಾಟಕ ಮತ್ತು ಕಿತ್ತೂರು ಕರ್ನಾಟಕದಲ್ಲಿ ಸೇವೆ ಸಲ್ಲಿಸಿದ ಅನುಭವ ಹಂಚಿಕೊಂಡರು. ಮಾಧ್ಯಮದಲ್ಲಿ ಕೆಲಸ ಮಾಡಿದ ನನಗೆ ದಾವಣಗೆರೆ ಪತ್ರಕರ್ತರ ಪ್ರೀತಿ ದೊರೆತಿದೆ. ಇಲ್ಲಿನ ಎಲ್ಲಾ ಹಿರಿಯ, ಕಿರಿಯ ಸಹೋದ್ಯೋಗಿಗಳು ಸಹಕಾರ ನೀಡಿದ್ದಾರೆ ಎಂದರು. ಕೂಟದ ಅಧ್ಯಕ್ಷ ಕೆ.ಏಕಾಂತಪ್ಪ, ಪತ್ರಕರ್ತ ಬಸವರಾಜ್ ದೊಡ್ಡಮನಿ ಮಾತನಾಡಿ, ಪತ್ರಿಕಾ ಛಾಯಾಗ್ರಾಹಕರ ಸೇವೆ ಸಹ ಸ್ಮರಣೀಯವಾದದ್ದು ಎಂದರು. ಸಮಾರಂಭದಲ್ಲಿ ನೂತನ ಪದಾಧಿಕಾರಿಗಳು ಇದ್ದರು.	[669, 1133, 899, 1304]
story8-col1: ದಾವಣಗೆರೆ: ಸುಪ್ರೀಂ ಕೋರ್ಟ್ ಆದೇಶದನ್ವಯ ಅರಣ್ಯ ಭೂಮಿಗಳ ದಾಖಲೆಗಳನ್ನು ಕ್ರೋಢೀಕರಿಸುವ ಅಭಿಯಾನವನ್ನು ಹಮ್ಮಿಕೊಂಡಿದ್ದು ಮುಂದಿನ ಮೂರು ತಿಂಗಳಲ್ಲಿ ಸರ್ವೆ ಮಾಡಿ ದಾಖಲೀಕರಣ ಮಾಡುವ ಮೂಲಕ ಕೆಲಸ ಪೂರ್ಣಗೊಳಿಸಬೇಕೆಂದು ಜಿಲ್ಲಾಧಿಕಾರಿ ಗಂಗಾಧರಸ್ವಾಮಿ ಜಿ.ಎಂ ತಿಳಿಸಿದರು. ಅವರು ನಗರದ ಜಿಲ್ಲಾಧಿಕಾರಿಗಳ ಕಚೇರಿ ಸಭಾಂಗಣದಲ್ಲಿ ಡೀಮ್ಡ್ ಫಾರೆಸ್ಟ್ ಕುರಿತ ಸಭೆಯ ಅಧ್ಯಕ್ಷತೆ ವಹಿಸಿ ಮಾತನಾಡಿದರು. ಡೀಮ್ಡ್ ಫಾರೆಸ್ಟ್ (Deemed Forest) ಕುರಿತು ಭಾರತದಲ್ಲಿ ವಿಶೇಷವಾಗಿ ಕರ್ನಾಟಕದಲ್ಲಿ ಪ್ರಮುಖವಾಗಿದೆ. ಡೀಮ್ಡ್ ಫಾರೆಸ್ಟ್ ಎಂದರೆ ಸರ್ಕಾರಿ ದಾಖಲೆಗಳಲ್ಲಿ ಅಧಿಕೃತವಾಗಿ ಅರಣ್ಯ ಎಂದು ಘೋಷಿಸಲ್ಪಡದಿದ್ದರೂ, ಅರಣ್ಯದ ಲಕ್ಷಣಗಳನ್ನು ಹೊಂದಿರುವ ಪ್ರದೇಶಗಳಾಗಿವೆ. 1996ರ ಟಿ.ಎನ್. ಗೋದಾವರ್ಮನ್ ತಿರುಮಲ್ಪಾಡ್ ಪ್ರಕರಣದಲ್ಲಿ ಸುಪ್ರೀಂ ಕೋರ್ಟ್ 1980ರ ಅರಣ್ಯ ಸಂರಕ್ಷಣಾ ಕಾಯ್ದೆಯನ್ವಯ ಅರಣ್ಯ ಭೂಮಿ ಎಂದು ಸಮರ್ಥಿಸಲಾಗಿದೆ. ಇಂತಹ ಪ್ರದೇಶಗಳನ್ನು ಅರಣ್ಯೇತರ ಉದ್ದೇಶಗಳಿಗೆ ಬಳಸುವುದನ್ನು ನಿರ್ಬಂಧಿಸಲಾಗಿದೆ.	[417, 1949, 686, 2173]
